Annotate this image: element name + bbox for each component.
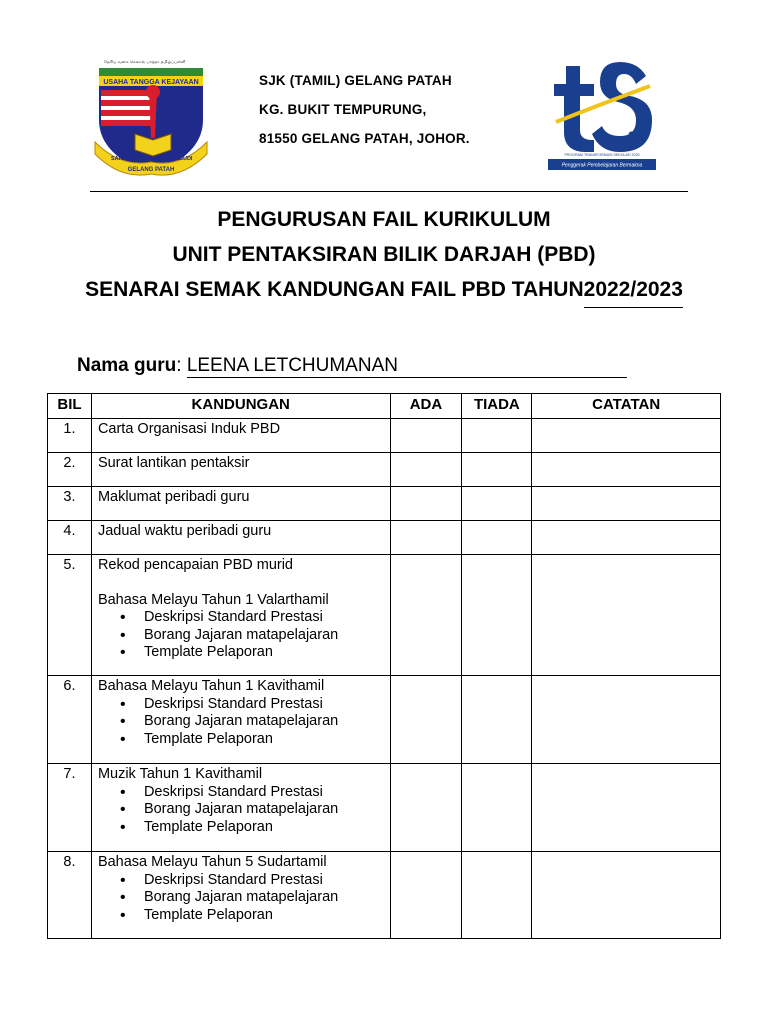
ts25-program-logo — [546, 56, 658, 172]
title-line-2: UNIT PENTAKSIRAN BILIK DARJAH (PBD) — [172, 243, 596, 266]
row-content — [91, 453, 390, 487]
table-row — [48, 676, 721, 764]
table-row — [48, 852, 721, 939]
row-title: Muzik Tahun 1 Kavithamil — [97, 766, 263, 782]
row-bil: 6. — [48, 676, 92, 764]
catatan-cell[interactable] — [532, 676, 721, 764]
tiada-cell[interactable] — [462, 764, 532, 852]
list-item: • Template Pelaporan — [144, 644, 390, 662]
row-item-list — [98, 696, 390, 749]
school-address — [259, 73, 470, 160]
ada-cell[interactable] — [390, 764, 462, 852]
ada-cell[interactable] — [390, 676, 462, 764]
row-item-list — [98, 872, 390, 925]
row-subtitle: Bahasa Melayu Tahun 1 Valarthamil — [97, 591, 329, 608]
address-line-1: SJK (TAMIL) GELANG PATAH — [259, 73, 452, 88]
address-line-3: 81550 GELANG PATAH, JOHOR. — [259, 131, 470, 146]
header-catatan: CATATAN — [532, 394, 721, 419]
title-line-3-prefix: SENARAI SEMAK KANDUNGAN FAIL PBD TAHUN — [85, 278, 584, 301]
tiada-cell[interactable] — [462, 487, 532, 521]
ada-cell[interactable] — [390, 852, 462, 939]
catatan-cell[interactable] — [532, 487, 721, 521]
list-item: • Template Pelaporan — [144, 907, 390, 925]
tiada-cell[interactable] — [462, 852, 532, 939]
title-line-3 — [0, 275, 768, 310]
header-tiada: TIADA — [462, 394, 532, 419]
row-bil: 2. — [48, 453, 92, 487]
list-item: • Borang Jajaran matapelajaran — [144, 713, 390, 731]
table-row — [48, 764, 721, 852]
row-content — [91, 487, 390, 521]
list-item: • Deskripsi Standard Prestasi — [144, 784, 390, 802]
list-item: • Deskripsi Standard Prestasi — [144, 609, 390, 627]
header-divider — [90, 191, 688, 192]
row-content — [91, 521, 390, 555]
crest-ribbon-text: GELANG PATAH — [127, 167, 175, 173]
title-line-1: PENGURUSAN FAIL KURIKULUM — [217, 208, 551, 231]
row-title: Jadual waktu peribadi guru — [97, 523, 272, 539]
table-row — [48, 555, 721, 676]
catatan-cell[interactable] — [532, 453, 721, 487]
catatan-cell[interactable] — [532, 521, 721, 555]
ts25-number: 25 — [628, 128, 644, 144]
row-content — [91, 676, 390, 764]
list-item: • Deskripsi Standard Prestasi — [144, 696, 390, 714]
ada-cell[interactable] — [390, 453, 462, 487]
row-title: Bahasa Melayu Tahun 1 Kavithamil — [97, 678, 325, 694]
row-title: Surat lantikan pentaksir — [97, 455, 250, 471]
table-row — [48, 419, 721, 453]
row-bil: 4. — [48, 521, 92, 555]
document-titles — [0, 205, 768, 310]
row-bil: 8. — [48, 852, 92, 939]
teacher-label: Nama guru — [77, 355, 177, 376]
crest-motto-right: BUDI — [179, 156, 193, 162]
list-item: • Template Pelaporan — [144, 819, 390, 837]
tiada-cell[interactable] — [462, 555, 532, 676]
catatan-cell[interactable] — [532, 852, 721, 939]
teacher-name: LEENA LETCHUMANAN — [187, 355, 627, 378]
table-row — [48, 521, 721, 555]
list-item: • Deskripsi Standard Prestasi — [144, 872, 390, 890]
row-content — [91, 419, 390, 453]
ada-cell[interactable] — [390, 419, 462, 453]
row-content — [91, 852, 390, 939]
row-item-list — [98, 784, 390, 837]
row-title: Rekod pencapaian PBD murid — [97, 557, 293, 573]
title-year: 2022/2023 — [584, 275, 683, 308]
teacher-colon: : — [176, 355, 182, 376]
address-line-2: KG. BUKIT TEMPURUNG, — [259, 102, 427, 117]
list-item: • Template Pelaporan — [144, 731, 390, 749]
header-ada: ADA — [390, 394, 462, 419]
row-title: Bahasa Melayu Tahun 5 Sudartamil — [97, 854, 327, 870]
row-content — [91, 764, 390, 852]
ada-cell[interactable] — [390, 487, 462, 521]
table-row — [48, 487, 721, 521]
tiada-cell[interactable] — [462, 419, 532, 453]
checklist-table — [47, 393, 721, 939]
crest-top-text: தேசிய வகை கெலாங் பாத்தா தமிழ்ப்பள்ளி — [104, 59, 186, 64]
crest-banner-text: USAHA TANGGA KEJAYAAN — [103, 79, 199, 86]
list-item: • Borang Jajaran matapelajaran — [144, 801, 390, 819]
crest-motto-left: SAKTI — [111, 156, 128, 162]
header-bil: BIL — [48, 394, 92, 419]
row-title: Carta Organisasi Induk PBD — [97, 421, 281, 437]
tiada-cell[interactable] — [462, 453, 532, 487]
ts25-tagline: Penggerak Pembelajaran Bermakna — [561, 162, 643, 169]
row-content — [91, 555, 390, 676]
row-bil: 3. — [48, 487, 92, 521]
row-bil: 5. — [48, 555, 92, 676]
ada-cell[interactable] — [390, 521, 462, 555]
row-item-list — [98, 609, 390, 662]
catatan-cell[interactable] — [532, 555, 721, 676]
table-header-row — [48, 394, 721, 419]
ada-cell[interactable] — [390, 555, 462, 676]
row-title: Maklumat peribadi guru — [97, 489, 250, 505]
row-bil: 1. — [48, 419, 92, 453]
school-crest-logo — [91, 50, 211, 178]
table-row — [48, 453, 721, 487]
list-item: • Borang Jajaran matapelajaran — [144, 889, 390, 907]
catatan-cell[interactable] — [532, 764, 721, 852]
tiada-cell[interactable] — [462, 521, 532, 555]
catatan-cell[interactable] — [532, 419, 721, 453]
row-bil: 7. — [48, 764, 92, 852]
teacher-name-field — [77, 355, 627, 378]
ts25-program-name: PROGRAM TRANSFORMASI SEKOLAH 2025 — [564, 153, 640, 157]
tiada-cell[interactable] — [462, 676, 532, 764]
header-kandungan: KANDUNGAN — [91, 394, 390, 419]
list-item: • Borang Jajaran matapelajaran — [144, 627, 390, 645]
